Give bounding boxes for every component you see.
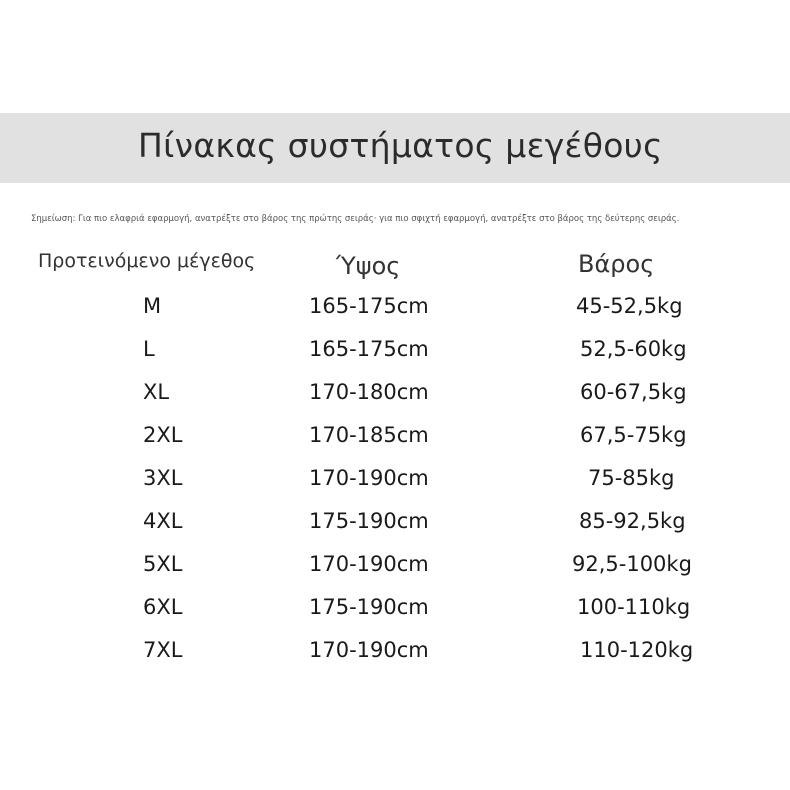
weight-cell: 52,5-60kg bbox=[580, 337, 687, 361]
height-cell: 175-190cm bbox=[309, 595, 429, 619]
height-cell: 165-175cm bbox=[309, 294, 429, 318]
height-cell: 170-190cm bbox=[309, 466, 429, 490]
weight-cell: 110-120kg bbox=[580, 638, 694, 662]
height-cell: 170-185cm bbox=[309, 423, 429, 447]
height-cell: 165-175cm bbox=[309, 337, 429, 361]
weight-cell: 85-92,5kg bbox=[579, 509, 686, 533]
size-cell: XL bbox=[143, 380, 170, 404]
size-cell: 7XL bbox=[143, 638, 183, 662]
table-row bbox=[0, 380, 790, 423]
weight-cell: 67,5-75kg bbox=[580, 423, 687, 447]
page-title: Πίνακας συστήματος μεγέθους bbox=[138, 126, 663, 165]
table-row bbox=[0, 638, 790, 681]
size-cell: 6XL bbox=[143, 595, 183, 619]
height-cell: 170-190cm bbox=[309, 552, 429, 576]
size-cell: M bbox=[143, 294, 162, 318]
table-row bbox=[0, 509, 790, 552]
table-row bbox=[0, 595, 790, 638]
size-cell: 5XL bbox=[143, 552, 183, 576]
height-cell: 175-190cm bbox=[309, 509, 429, 533]
weight-cell: 45-52,5kg bbox=[576, 294, 683, 318]
size-cell: 2XL bbox=[143, 423, 183, 447]
weight-cell: 100-110kg bbox=[577, 595, 691, 619]
weight-cell: 92,5-100kg bbox=[572, 552, 692, 576]
fit-note: Σημείωση: Για πιο ελαφριά εφαρμογή, ανατρέξτε στο βάρος της πρώτης σειράς· για πιο σφιχτή εφαρμογή, ανατρέξτε στο βάρος της δεύτερης σειράς. bbox=[31, 214, 680, 224]
table-row bbox=[0, 294, 790, 337]
column-header-weight: Βάρος bbox=[578, 250, 655, 278]
column-header-height: Ύψος bbox=[336, 252, 401, 280]
table-row bbox=[0, 466, 790, 509]
height-cell: 170-180cm bbox=[309, 380, 429, 404]
table-row bbox=[0, 552, 790, 595]
size-cell: 4XL bbox=[143, 509, 183, 533]
weight-cell: 75-85kg bbox=[588, 466, 675, 490]
weight-cell: 60-67,5kg bbox=[580, 380, 687, 404]
table-row bbox=[0, 423, 790, 466]
size-cell: 3XL bbox=[143, 466, 183, 490]
height-cell: 170-190cm bbox=[309, 638, 429, 662]
column-header-size: Προτεινόμενο μέγεθος bbox=[38, 250, 256, 272]
size-cell: L bbox=[143, 337, 155, 361]
size-table bbox=[0, 294, 790, 681]
table-row bbox=[0, 337, 790, 380]
